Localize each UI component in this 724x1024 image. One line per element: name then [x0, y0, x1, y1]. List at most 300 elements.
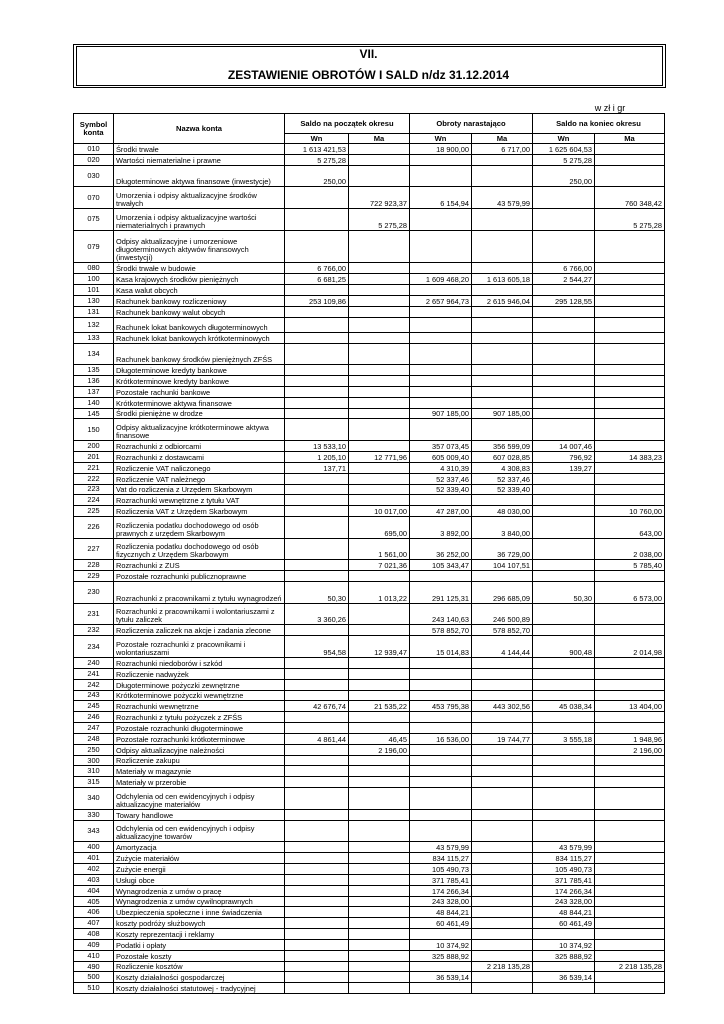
account-symbol: 248: [74, 733, 114, 744]
opening-wn: [285, 983, 349, 994]
table-row: [74, 274, 665, 285]
closing-ma: [595, 263, 665, 274]
table-row: [74, 386, 665, 397]
opening-ma: [349, 376, 410, 387]
trial-balance-table: [73, 113, 665, 994]
closing-wn: 2 544,27: [533, 274, 595, 285]
col-header-name: Nazwa konta: [114, 114, 285, 144]
closing-wn: 250,00: [533, 165, 595, 187]
table-row: [74, 582, 665, 604]
account-name: Odpisy aktualizacyjne należności: [114, 744, 285, 755]
account-name: Odchylenia od cen ewidencyjnych i odpisy aktualizacyjne towarów: [114, 820, 285, 842]
account-name: Rozrachunki wewnętrzne: [114, 701, 285, 712]
opening-wn: 4 861,44: [285, 733, 349, 744]
turnover-ma: [472, 983, 533, 994]
opening-wn: [285, 939, 349, 950]
turnover-ma: 356 599,09: [472, 441, 533, 452]
col-header-closing-wn: Wn: [533, 134, 595, 144]
opening-wn: [285, 187, 349, 209]
closing-ma: [595, 885, 665, 896]
table-row: [74, 874, 665, 885]
col-header-opening-ma: Ma: [349, 134, 410, 144]
turnover-ma: 6 717,00: [472, 144, 533, 155]
account-name: Środki trwałe w budowie: [114, 263, 285, 274]
opening-ma: [349, 441, 410, 452]
turnover-ma: 19 744,77: [472, 733, 533, 744]
account-symbol: 136: [74, 376, 114, 387]
closing-wn: 5 275,28: [533, 154, 595, 165]
closing-wn: [533, 571, 595, 582]
account-symbol: 408: [74, 929, 114, 940]
opening-ma: [349, 961, 410, 972]
account-name: Umorzenia i odpisy aktualizacyjne wartości niematerialnych i prawnych: [114, 209, 285, 231]
opening-wn: [285, 972, 349, 983]
closing-ma: [595, 788, 665, 810]
table-row: [74, 777, 665, 788]
account-name: Kasa krajowych środków pieniężnych: [114, 274, 285, 285]
closing-ma: [595, 365, 665, 376]
opening-wn: [285, 343, 349, 365]
account-symbol: 130: [74, 295, 114, 306]
table-row: [74, 907, 665, 918]
turnover-wn: 48 844,21: [410, 907, 472, 918]
account-symbol: 221: [74, 462, 114, 473]
turnover-ma: [472, 712, 533, 723]
closing-wn: 243 328,00: [533, 896, 595, 907]
turnover-wn: 18 900,00: [410, 144, 472, 155]
account-symbol: 243: [74, 690, 114, 701]
account-name: Rozliczenie VAT należnego: [114, 473, 285, 484]
opening-wn: [285, 473, 349, 484]
opening-ma: [349, 939, 410, 950]
turnover-ma: [472, 658, 533, 669]
table-row: [74, 306, 665, 317]
closing-ma: [595, 972, 665, 983]
opening-wn: 1 613 421,53: [285, 144, 349, 155]
turnover-ma: 3 840,00: [472, 517, 533, 539]
closing-wn: 3 555,18: [533, 733, 595, 744]
opening-ma: [349, 690, 410, 701]
closing-ma: [595, 679, 665, 690]
account-name: Pozostałe rozrachunki z pracownikami i wolontariuszami: [114, 636, 285, 658]
closing-ma: [595, 723, 665, 734]
opening-ma: 5 275,28: [349, 209, 410, 231]
account-name: Rozliczenia podatku dochodowego od osób prawnych z urzędem Skarbowym: [114, 517, 285, 539]
closing-wn: [533, 419, 595, 441]
closing-wn: [533, 332, 595, 343]
turnover-wn: 578 852,70: [410, 625, 472, 636]
opening-wn: [285, 317, 349, 332]
opening-ma: [349, 332, 410, 343]
account-name: Zużycie energii: [114, 864, 285, 875]
table-row: [74, 939, 665, 950]
closing-wn: [533, 306, 595, 317]
account-symbol: 510: [74, 983, 114, 994]
account-name: Rozrachunki z pracownikami i wolontariuszami z tytułu zaliczek: [114, 603, 285, 625]
turnover-ma: [472, 723, 533, 734]
closing-wn: [533, 658, 595, 669]
table-row: [74, 462, 665, 473]
turnover-wn: [410, 230, 472, 263]
opening-ma: [349, 295, 410, 306]
closing-ma: [595, 408, 665, 419]
closing-wn: [533, 484, 595, 495]
account-name: Rozliczenia podatku dochodowego od osób fizycznych z Urzędem Skarbowym: [114, 538, 285, 560]
closing-ma: 2 014,98: [595, 636, 665, 658]
account-symbol: 100: [74, 274, 114, 285]
opening-wn: [285, 376, 349, 387]
turnover-ma: 104 107,51: [472, 560, 533, 571]
turnover-ma: 4 308,83: [472, 462, 533, 473]
turnover-wn: [410, 419, 472, 441]
closing-wn: [533, 397, 595, 408]
opening-wn: [285, 842, 349, 853]
opening-ma: 21 535,22: [349, 701, 410, 712]
turnover-wn: [410, 343, 472, 365]
table-row: [74, 560, 665, 571]
opening-ma: 12 771,96: [349, 451, 410, 462]
closing-ma: 14 383,23: [595, 451, 665, 462]
table-row: [74, 809, 665, 820]
turnover-wn: [410, 209, 472, 231]
closing-wn: [533, 788, 595, 810]
turnover-ma: [472, 972, 533, 983]
account-symbol: 343: [74, 820, 114, 842]
closing-ma: 6 573,00: [595, 582, 665, 604]
account-symbol: 020: [74, 154, 114, 165]
closing-wn: [533, 603, 595, 625]
account-name: Rozliczenie kosztów: [114, 961, 285, 972]
opening-wn: [285, 950, 349, 961]
table-row: [74, 961, 665, 972]
account-symbol: 240: [74, 658, 114, 669]
turnover-wn: 2 657 964,73: [410, 295, 472, 306]
closing-ma: [595, 473, 665, 484]
closing-ma: [595, 144, 665, 155]
turnover-wn: [410, 744, 472, 755]
account-name: Rozrachunki niedoborów i szkód: [114, 658, 285, 669]
closing-wn: [533, 929, 595, 940]
account-name: Odchylenia od cen ewidencyjnych i odpisy aktualizacyjne materiałów: [114, 788, 285, 810]
opening-wn: [285, 571, 349, 582]
opening-ma: [349, 386, 410, 397]
opening-wn: 42 676,74: [285, 701, 349, 712]
account-name: Materiały w przerobie: [114, 777, 285, 788]
closing-ma: [595, 230, 665, 263]
col-header-opening-wn: Wn: [285, 134, 349, 144]
closing-wn: [533, 668, 595, 679]
opening-ma: [349, 929, 410, 940]
account-name: Rozrachunki z tytułu pożyczek z ZFŚS: [114, 712, 285, 723]
turnover-ma: 907 185,00: [472, 408, 533, 419]
turnover-ma: [472, 885, 533, 896]
turnover-ma: [472, 419, 533, 441]
closing-wn: [533, 690, 595, 701]
turnover-ma: [472, 788, 533, 810]
table-row: [74, 723, 665, 734]
turnover-wn: [410, 306, 472, 317]
closing-ma: [595, 295, 665, 306]
closing-ma: [595, 809, 665, 820]
opening-ma: 12 939,47: [349, 636, 410, 658]
closing-wn: [533, 712, 595, 723]
table-row: [74, 376, 665, 387]
opening-wn: [285, 658, 349, 669]
turnover-ma: [472, 950, 533, 961]
closing-wn: [533, 284, 595, 295]
account-name: Rozliczenie nadwyżek: [114, 668, 285, 679]
turnover-ma: [472, 571, 533, 582]
opening-wn: [285, 874, 349, 885]
opening-wn: [285, 538, 349, 560]
turnover-wn: 325 888,92: [410, 950, 472, 961]
table-row: [74, 495, 665, 506]
opening-wn: 6 766,00: [285, 263, 349, 274]
account-symbol: 231: [74, 603, 114, 625]
opening-wn: [285, 484, 349, 495]
account-name: Wynagrodzenia z umów cywilnoprawnych: [114, 896, 285, 907]
table-row: [74, 744, 665, 755]
closing-ma: [595, 842, 665, 853]
account-symbol: 315: [74, 777, 114, 788]
closing-ma: [595, 386, 665, 397]
opening-ma: [349, 462, 410, 473]
account-symbol: 246: [74, 712, 114, 723]
table-row: [74, 517, 665, 539]
opening-wn: [285, 495, 349, 506]
account-symbol: 500: [74, 972, 114, 983]
account-name: Podatki i opłaty: [114, 939, 285, 950]
opening-ma: [349, 712, 410, 723]
closing-wn: 371 785,41: [533, 874, 595, 885]
opening-wn: 6 681,25: [285, 274, 349, 285]
turnover-wn: [410, 284, 472, 295]
turnover-wn: [410, 668, 472, 679]
closing-ma: [595, 874, 665, 885]
opening-wn: [285, 209, 349, 231]
opening-wn: [285, 712, 349, 723]
closing-ma: [595, 274, 665, 285]
turnover-ma: [472, 874, 533, 885]
page-title: ZESTAWIENIE OBROTÓW I SALD n/dz 31.12.2014: [227, 68, 510, 82]
table-row: [74, 864, 665, 875]
account-symbol: 145: [74, 408, 114, 419]
col-header-turnover: Obroty narastająco: [410, 114, 533, 134]
opening-wn: [285, 885, 349, 896]
account-name: Odpisy aktualizacyjne i umorzeniowe długoterminowych aktywów finansowych (inwestycji): [114, 230, 285, 263]
turnover-ma: 246 500,89: [472, 603, 533, 625]
closing-wn: [533, 343, 595, 365]
account-symbol: 407: [74, 918, 114, 929]
turnover-wn: [410, 777, 472, 788]
col-header-opening: Saldo na początek okresu: [285, 114, 410, 134]
closing-ma: [595, 571, 665, 582]
closing-ma: [595, 918, 665, 929]
table-row: [74, 885, 665, 896]
turnover-wn: 16 536,00: [410, 733, 472, 744]
table-row: [74, 603, 665, 625]
closing-ma: [595, 755, 665, 766]
closing-ma: [595, 820, 665, 842]
turnover-wn: 291 125,31: [410, 582, 472, 604]
opening-wn: [285, 284, 349, 295]
closing-ma: [595, 766, 665, 777]
turnover-ma: 48 030,00: [472, 506, 533, 517]
opening-ma: [349, 679, 410, 690]
account-name: Pozostałe rachunki bankowe: [114, 386, 285, 397]
table-row: [74, 755, 665, 766]
opening-ma: [349, 603, 410, 625]
turnover-wn: 36 252,00: [410, 538, 472, 560]
table-row: [74, 950, 665, 961]
table-row: [74, 506, 665, 517]
turnover-wn: [410, 165, 472, 187]
closing-wn: 45 038,34: [533, 701, 595, 712]
turnover-wn: [410, 809, 472, 820]
table-row: [74, 441, 665, 452]
account-name: Amortyzacja: [114, 842, 285, 853]
turnover-ma: [472, 864, 533, 875]
closing-ma: [595, 690, 665, 701]
opening-ma: [349, 788, 410, 810]
table-row: [74, 484, 665, 495]
turnover-ma: [472, 495, 533, 506]
opening-wn: [285, 907, 349, 918]
turnover-ma: 43 579,99: [472, 187, 533, 209]
account-name: Ubezpieczenia społeczne i inne świadczenia: [114, 907, 285, 918]
closing-ma: [595, 658, 665, 669]
account-symbol: 410: [74, 950, 114, 961]
closing-wn: [533, 506, 595, 517]
opening-wn: [285, 560, 349, 571]
table-row: [74, 701, 665, 712]
table-row: [74, 788, 665, 810]
table-row: [74, 397, 665, 408]
closing-ma: [595, 397, 665, 408]
turnover-wn: 36 539,14: [410, 972, 472, 983]
account-symbol: 330: [74, 809, 114, 820]
closing-ma: 2 218 135,28: [595, 961, 665, 972]
account-name: Rachunek bankowy środków pieniężnych ZFŚS: [114, 343, 285, 365]
opening-ma: [349, 408, 410, 419]
closing-wn: [533, 723, 595, 734]
opening-wn: [285, 365, 349, 376]
account-symbol: 490: [74, 961, 114, 972]
opening-ma: [349, 658, 410, 669]
closing-ma: [595, 983, 665, 994]
closing-wn: [533, 755, 595, 766]
turnover-ma: [472, 918, 533, 929]
closing-ma: [595, 441, 665, 452]
col-header-turnover-wn: Wn: [410, 134, 472, 144]
turnover-wn: [410, 658, 472, 669]
account-symbol: 230: [74, 582, 114, 604]
account-name: Rozliczenia zaliczek na akcje i zadania zlecone: [114, 625, 285, 636]
closing-ma: [595, 712, 665, 723]
table-row: [74, 451, 665, 462]
turnover-ma: [472, 263, 533, 274]
account-symbol: 229: [74, 571, 114, 582]
opening-wn: [285, 625, 349, 636]
turnover-wn: [410, 766, 472, 777]
table-row: [74, 187, 665, 209]
closing-ma: [595, 603, 665, 625]
closing-ma: 760 348,42: [595, 187, 665, 209]
turnover-ma: [472, 929, 533, 940]
account-symbol: 222: [74, 473, 114, 484]
turnover-wn: [410, 679, 472, 690]
account-name: Krótkoterminowe pożyczki wewnętrzne: [114, 690, 285, 701]
account-name: Kasa walut obcych: [114, 284, 285, 295]
turnover-ma: [472, 154, 533, 165]
table-row: [74, 365, 665, 376]
closing-ma: [595, 907, 665, 918]
account-symbol: 030: [74, 165, 114, 187]
opening-ma: [349, 571, 410, 582]
account-symbol: 075: [74, 209, 114, 231]
opening-wn: [285, 506, 349, 517]
turnover-wn: 52 337,46: [410, 473, 472, 484]
account-name: Pozostałe rozrachunki krótkoterminowe: [114, 733, 285, 744]
account-name: Krótkoterminowe kredyty bankowe: [114, 376, 285, 387]
closing-wn: [533, 679, 595, 690]
opening-ma: 46,45: [349, 733, 410, 744]
account-name: Rachunek bankowy rozliczeniowy: [114, 295, 285, 306]
turnover-ma: 2 218 135,28: [472, 961, 533, 972]
opening-wn: [285, 766, 349, 777]
opening-ma: [349, 230, 410, 263]
account-name: Rozrachunki z odbiorcami: [114, 441, 285, 452]
opening-ma: [349, 317, 410, 332]
account-name: Krótkoterminowe aktywa finansowe: [114, 397, 285, 408]
opening-ma: [349, 874, 410, 885]
currency-note: w zł i gr: [594, 103, 626, 113]
closing-wn: [533, 376, 595, 387]
closing-ma: 1 948,96: [595, 733, 665, 744]
turnover-ma: [472, 679, 533, 690]
table-row: [74, 538, 665, 560]
account-symbol: 131: [74, 306, 114, 317]
table-row: [74, 690, 665, 701]
account-name: Wynagrodzenia z umów o pracę: [114, 885, 285, 896]
account-symbol: 010: [74, 144, 114, 155]
closing-wn: [533, 538, 595, 560]
closing-wn: 295 128,55: [533, 295, 595, 306]
opening-wn: [285, 820, 349, 842]
turnover-wn: 243 140,63: [410, 603, 472, 625]
turnover-ma: 578 852,70: [472, 625, 533, 636]
account-name: Pozostałe rozrachunki publicznoprawne: [114, 571, 285, 582]
closing-wn: 325 888,92: [533, 950, 595, 961]
account-symbol: 201: [74, 451, 114, 462]
opening-ma: [349, 723, 410, 734]
table-row: [74, 929, 665, 940]
closing-wn: [533, 517, 595, 539]
turnover-wn: [410, 332, 472, 343]
turnover-ma: 36 729,00: [472, 538, 533, 560]
turnover-wn: 60 461,49: [410, 918, 472, 929]
opening-wn: 5 275,28: [285, 154, 349, 165]
closing-ma: 13 404,00: [595, 701, 665, 712]
closing-wn: 900,48: [533, 636, 595, 658]
turnover-wn: 371 785,41: [410, 874, 472, 885]
turnover-wn: [410, 755, 472, 766]
turnover-ma: [472, 690, 533, 701]
account-symbol: 133: [74, 332, 114, 343]
turnover-ma: [472, 332, 533, 343]
closing-wn: 796,92: [533, 451, 595, 462]
turnover-ma: [472, 306, 533, 317]
